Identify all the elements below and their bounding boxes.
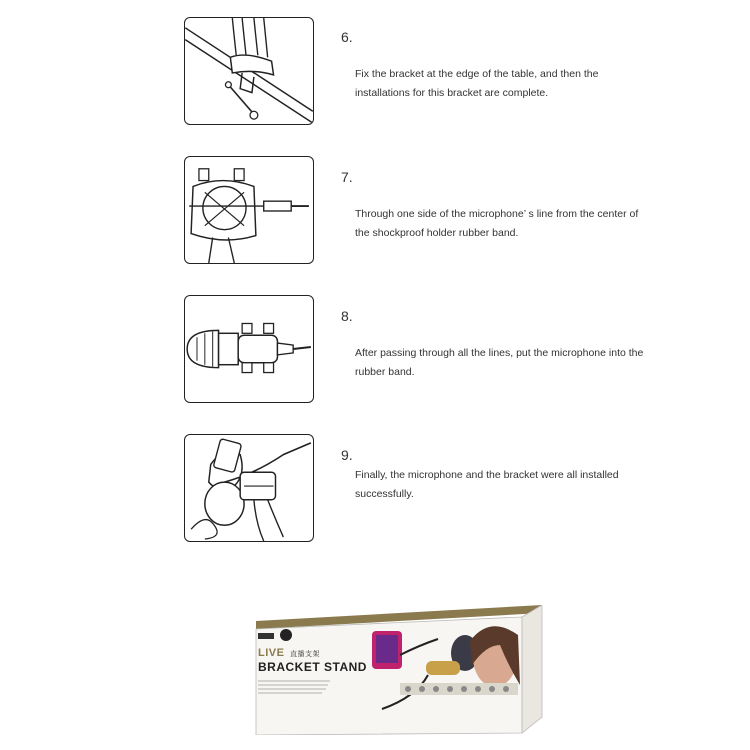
step-6-illustration <box>184 17 314 125</box>
box-title-chinese: 直播支架 <box>290 651 320 658</box>
step-8-number: 8. <box>341 308 353 324</box>
step-6-number: 6. <box>341 29 353 45</box>
microphone-in-rubber-band-drawing <box>185 296 313 402</box>
bracket-clamp-on-table-drawing <box>185 18 313 124</box>
step-8-illustration <box>184 295 314 403</box>
product-box-image <box>250 605 550 735</box>
step-7-illustration <box>184 156 314 264</box>
step-6-text: Fix the bracket at the edge of the table, and then the installations for this bracket are complete. <box>355 68 599 99</box>
box-title-live: LIVE <box>258 647 285 659</box>
step-8-text: After passing through all the lines, put the microphone into the rubber band. <box>355 347 644 378</box>
box-title-bracket-stand: BRACKET STAND <box>258 660 367 674</box>
step-9-illustration <box>184 434 314 542</box>
assembled-stand-drawing <box>185 435 313 541</box>
step-7-number: 7. <box>341 169 353 185</box>
step-7-text: Through one side of the microphone’ s line from the center of the shockproof holder rubber band. <box>355 208 639 239</box>
step-9-number: 9. <box>341 447 353 463</box>
shockproof-holder-drawing <box>185 157 313 263</box>
step-9-text: Finally, the microphone and the bracket were all installed successfully. <box>355 469 619 500</box>
